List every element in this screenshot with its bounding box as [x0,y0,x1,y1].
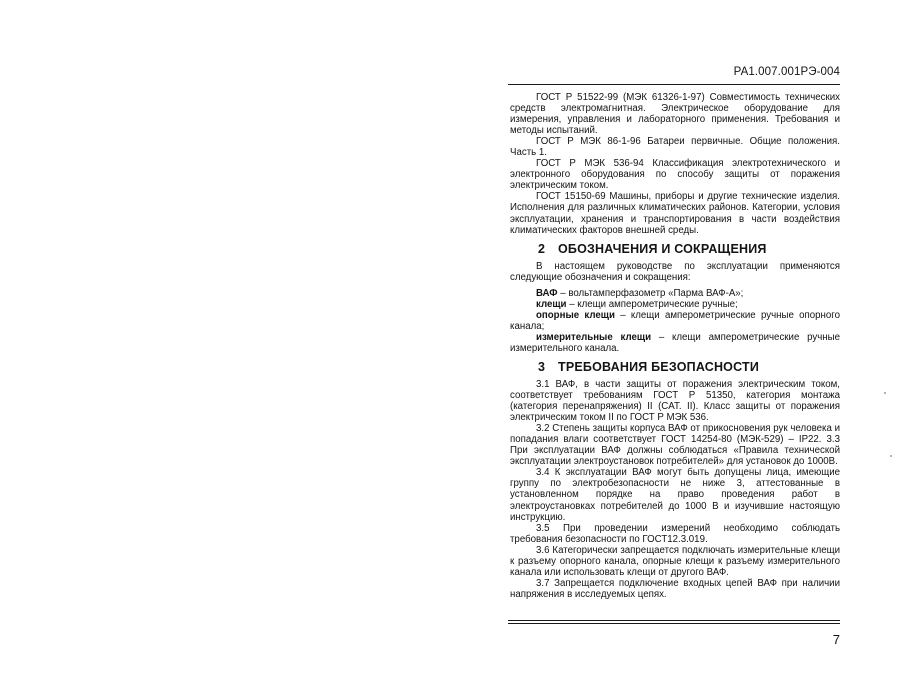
definition-text: – клещи амперометрические ручные измерительного канала. [510,331,840,354]
reference-item: ГОСТ Р 51522-99 (МЭК 61326-1-97) Совместимость технических средств электромагнитная. Электрическое оборудование для измерения, управления и лабораторного применения. Требования и методы испытаний. [510,92,840,137]
section-3-number: 3 [538,359,546,374]
definition-term: опорные клещи [536,309,615,321]
reference-item: ГОСТ Р МЭК 536-94 Классификация электротехнического и электронного оборудования по способу защиты от поражения электрическим током. [510,158,840,192]
document-code: РА1.007.001РЭ-004 [733,66,840,78]
definition-term: измерительные клещи [536,331,652,343]
scan-speck [884,392,886,394]
definition-item [510,310,840,332]
definition-term: ВАФ [536,287,558,299]
safety-item: 3.6 Категорически запрещается подключать измерительные клещи к разъему опорного канала, опорные клещи к разъему измерительного канала или использовать клещи от другого ВАФ. [510,544,840,578]
page-content [510,92,840,600]
section-2-number: 2 [538,241,546,256]
safety-item: 3.5 При проведении измерений необходимо соблюдать требования безопасности по ГОСТ12.3.019. [510,522,840,545]
safety-item: 3.4 К эксплуатации ВАФ могут быть допущены лица, имеющие группу по электробезопасности не ниже 3, аттестованные в установленном порядке на право проведения работ в электроустановках потребителей до 1000 В и изучившие настоящую инструкцию. [510,467,840,523]
section-2-heading [510,242,840,256]
safety-item: 3.7 Запрещается подключение входных цепей ВАФ при наличии напряжения в исследуемых цепях. [510,577,840,600]
section-3-heading [510,360,840,374]
definition-text: – клещи амперометрические ручные; [566,298,738,310]
reference-item: ГОСТ Р МЭК 86-1-96 Батареи первичные. Общие положения. Часть 1. [510,136,840,159]
safety-item: 3.1 ВАФ, в части защиты от поражения электрическим током, соответствует требованиям ГОСТ Р 51350, категория монтажа (категория перенапряжения) II (CAT. II). Класс защиты от поражения электрическим током II по ГОСТ Р МЭК 536. [510,378,840,424]
definition-item [510,299,840,310]
safety-item: 3.2 Степень защиты корпуса ВАФ от прикосновения рук человека и попадания влаги соответствует ГОСТ 14254-80 (МЭК-529) – IP22. 3.3 При эксплуатации ВАФ должны соблюдаться «Правила технической эксплуатации электроустановок потребителей» для установок до 1000В. [510,423,840,468]
header-rule [508,84,840,85]
page-number: 7 [832,632,840,647]
reference-item: ГОСТ 15150-69 Машины, приборы и другие технические изделия. Исполнения для различных климатических районов. Категории, условия эксплуатации, хранения и транспортирования в части воздействия климатических факторов внешней среды. [510,191,840,236]
definition-term: клещи [536,298,567,310]
section-3-title: ТРЕБОВАНИЯ БЕЗОПАСНОСТИ [558,359,760,374]
footer-rule [508,620,840,621]
scan-speck [890,455,892,457]
definition-text: – вольтамперфазометр «Парма ВАФ-А»; [557,287,744,299]
section-2-title: ОБОЗНАЧЕНИЯ И СОКРАЩЕНИЯ [558,241,767,256]
definition-item [510,288,840,299]
definition-item [510,332,840,354]
definition-text: – клещи амперометрические ручные опорного канала; [510,309,840,332]
section-2-intro: В настоящем руководстве по эксплуатации применяются следующие обозначения и сокращения: [510,260,840,283]
footer-rule-thin [508,623,840,624]
